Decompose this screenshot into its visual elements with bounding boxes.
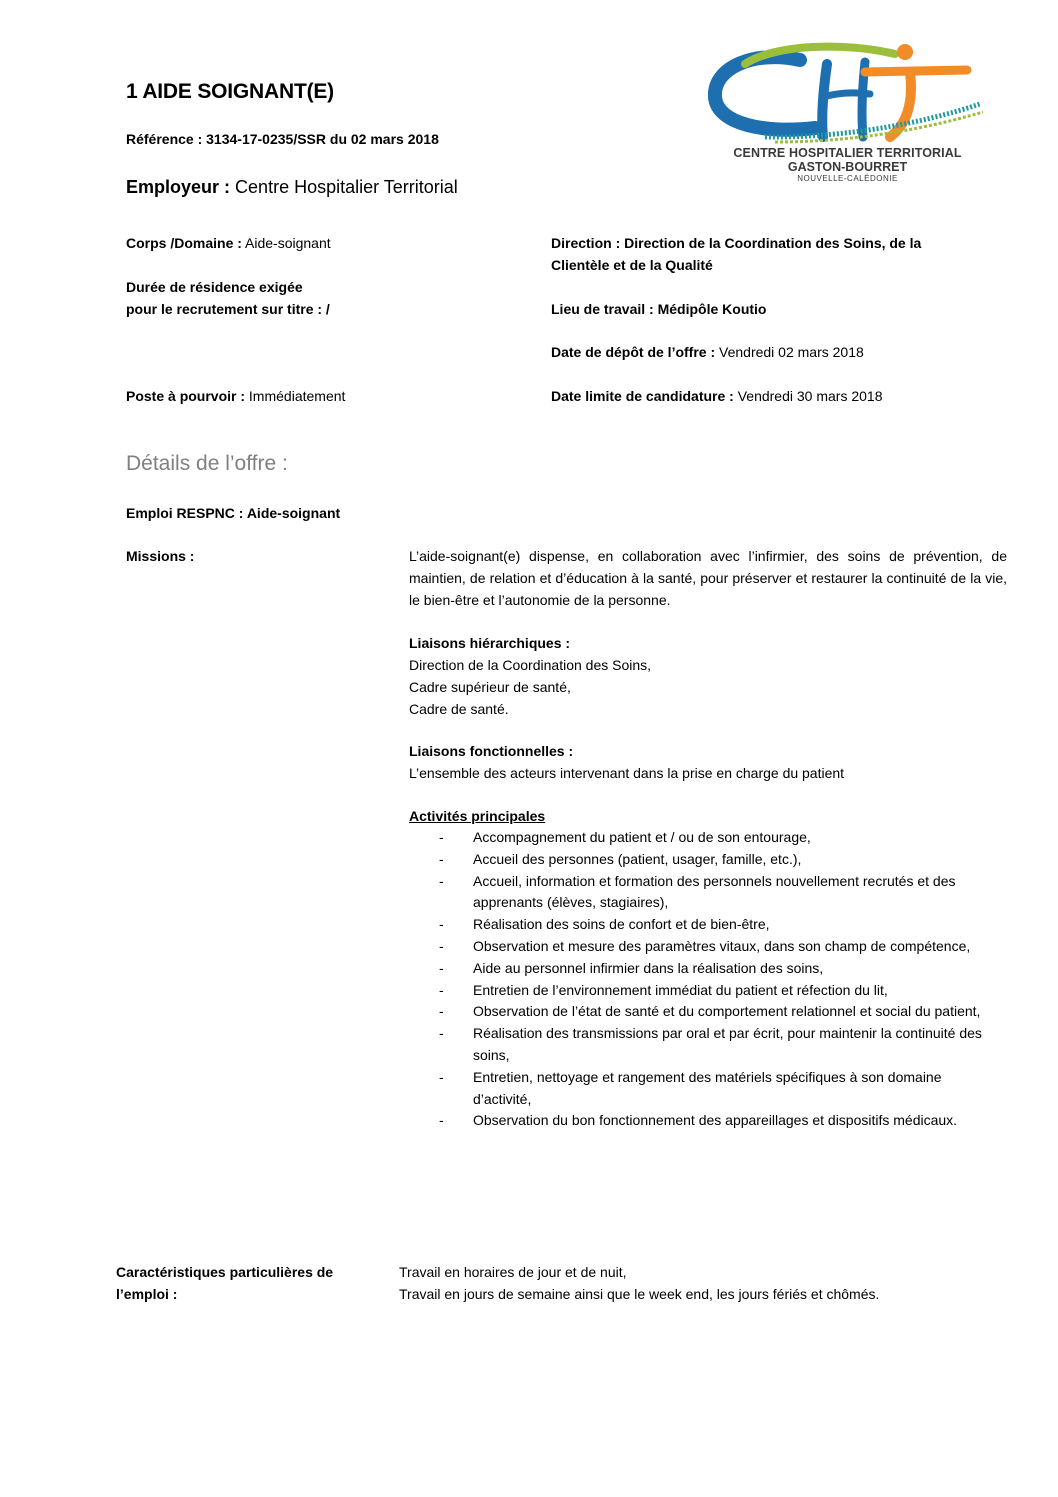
list-item — [409, 958, 1003, 980]
dash: - — [439, 1025, 444, 1042]
activite-text: Observation de l’état de santé et du comportement relationnel et social du patient, — [473, 1003, 981, 1020]
liaisons-f-label: Liaisons fonctionnelles : — [409, 743, 574, 759]
liaisons-fonctionnelles — [409, 740, 1007, 784]
liaisons-h-item: Cadre de santé. — [409, 701, 509, 717]
dash: - — [439, 937, 444, 954]
dash: - — [439, 959, 444, 976]
list-item — [409, 1001, 1003, 1023]
liaisons-hierarchiques — [409, 632, 1007, 720]
depot-label: Date de dépôt de l’offre : — [551, 344, 716, 360]
activite-text: Aide au personnel infirmier dans la réalisation des soins, — [473, 959, 824, 976]
duree-line1: Durée de résidence exigée — [126, 279, 303, 295]
liaisons-f-text: L’ensemble des acteurs intervenant dans la prise en charge du patient — [409, 765, 845, 781]
caracteristiques-label-2: l’emploi : — [116, 1286, 178, 1302]
corps-value: Aide-soignant — [245, 235, 331, 251]
dash: - — [439, 1068, 444, 1085]
list-item — [409, 1067, 1003, 1111]
activite-text: Accompagnement du patient et / ou de son entourage, — [473, 829, 811, 845]
dash: - — [439, 1112, 444, 1129]
poste-label: Poste à pourvoir : — [126, 388, 246, 404]
cht-logo — [705, 42, 990, 187]
activite-text: Observation et mesure des paramètres vitaux, dans son champ de compétence, — [473, 937, 971, 954]
dash: - — [439, 872, 444, 889]
caracteristiques-line1: Travail en horaires de jour et de nuit, — [399, 1264, 627, 1280]
caracteristiques-line2: Travail en jours de semaine ainsi que le week end, les jours fériés et chômés. — [399, 1286, 880, 1302]
poste-value: Immédiatement — [248, 388, 346, 404]
limite-label: Date limite de candidature : — [551, 388, 734, 404]
cht-logo-graphic — [705, 42, 990, 147]
list-item — [409, 1023, 1003, 1067]
list-item — [409, 1110, 1003, 1132]
activite-text: Entretien, nettoyage et rangement des matériels spécifiques à son domaine d’activité, — [473, 1068, 942, 1107]
dash: - — [439, 1003, 444, 1020]
activites-principales — [409, 805, 1007, 1132]
lieu-value: Médipôle Koutio — [657, 301, 767, 317]
direction-value-1: Direction de la Coordination des Soins, de la — [624, 235, 922, 251]
activite-text: Réalisation des soins de confort et de bien-être, — [473, 916, 770, 933]
logo-line1: CENTRE HOSPITALIER TERRITORIAL — [733, 146, 962, 160]
dash: - — [439, 829, 444, 845]
missions-label: Missions : — [126, 548, 195, 564]
page-title: 1 AIDE SOIGNANT(E) — [126, 80, 334, 103]
direction-label: Direction : — [551, 235, 621, 251]
reference: Référence : 3134-17-0235/SSR du 02 mars 2018 — [126, 131, 439, 147]
limite-value: Vendredi 30 mars 2018 — [737, 388, 883, 404]
dash: - — [439, 981, 444, 998]
list-item — [409, 871, 1003, 915]
activite-text: Accueil des personnes (patient, usager, famille, etc.), — [473, 850, 802, 867]
logo-line2: GASTON-BOURRET — [787, 160, 908, 174]
depot-value: Vendredi 02 mars 2018 — [719, 344, 864, 360]
activite-text: Observation du bon fonctionnement des appareillages et dispositifs médicaux. — [473, 1112, 958, 1129]
activites-list — [409, 827, 1007, 1132]
caracteristiques-label — [116, 1261, 333, 1305]
activite-text: Accueil, information et formation des personnels nouvellement recrutés et des apprenants (élèves, stagiaires), — [473, 872, 956, 911]
dash: - — [439, 850, 444, 867]
duree-residence — [126, 276, 330, 320]
direction-value-2: Clientèle et de la Qualité — [551, 257, 713, 273]
liaisons-h-item: Cadre supérieur de santé, — [409, 679, 571, 695]
list-item — [409, 980, 1003, 1002]
list-item — [409, 914, 1003, 936]
lieu-travail — [551, 298, 766, 320]
list-item — [409, 849, 1003, 871]
direction — [551, 232, 921, 276]
employer-label: Employeur : — [126, 177, 231, 197]
corps-domaine — [126, 232, 331, 254]
liaisons-h-item: Direction de la Coordination des Soins, — [409, 657, 652, 673]
corps-label: Corps /Domaine : — [126, 235, 242, 251]
caracteristiques-text — [399, 1261, 879, 1305]
lieu-label: Lieu de travail : — [551, 301, 654, 317]
liaisons-h-label: Liaisons hiérarchiques : — [409, 635, 571, 651]
caracteristiques-label-1: Caractéristiques particulières de — [116, 1264, 334, 1280]
missions-text: L’aide-soignant(e) dispense, en collaboration avec l’infirmier, des soins de prévention, de maintien, de relation et d’éducation à la santé, pour préserver et restaurer la continuité de la vie, le bien-être et l’autonomie de la personne. — [409, 548, 1007, 608]
employer-value: Centre Hospitalier Territorial — [235, 177, 458, 197]
list-item — [409, 936, 1003, 958]
dash: - — [439, 916, 444, 933]
duree-line2: pour le recrutement sur titre : / — [126, 301, 330, 317]
activite-text: Entretien de l’environnement immédiat du patient et réfection du lit, — [473, 981, 888, 998]
logo-line3: NOUVELLE-CALÉDONIE — [797, 174, 898, 183]
date-depot — [551, 341, 864, 363]
list-item — [409, 827, 1003, 849]
activites-label: Activités principales — [409, 808, 546, 824]
employer — [126, 177, 458, 198]
activite-text: Réalisation des transmissions par oral et par écrit, pour maintenir la continuité des soins, — [473, 1025, 982, 1063]
emploi-respnc: Emploi RESPNC : Aide-soignant — [126, 505, 341, 521]
poste-pourvoir — [126, 385, 345, 407]
date-limite — [551, 385, 882, 407]
section-title: Détails de l’offre : — [126, 452, 288, 475]
